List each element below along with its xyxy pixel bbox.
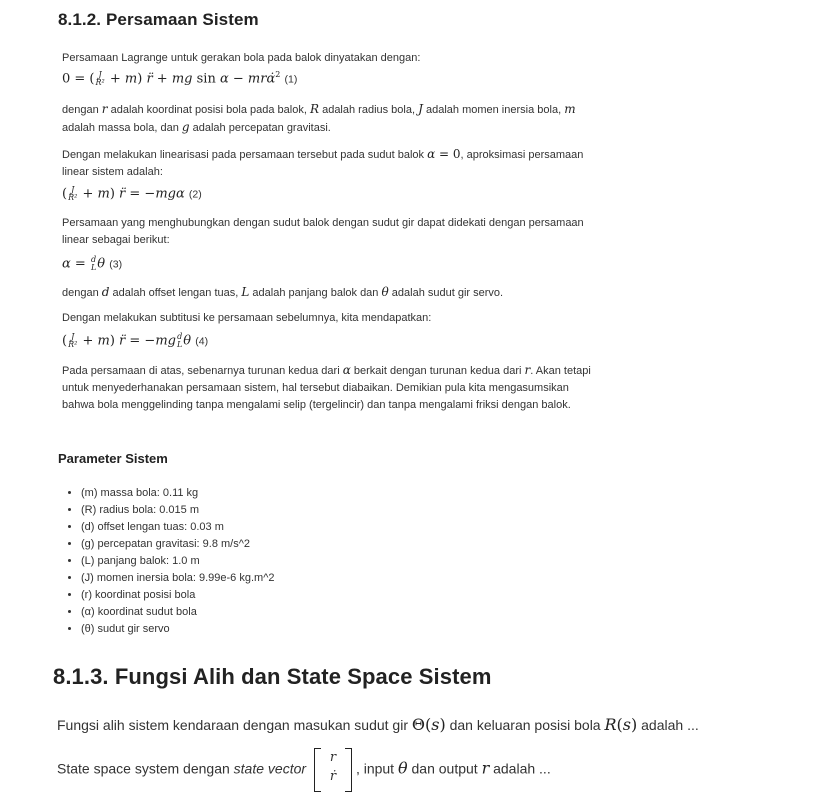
equation-1: 0 = ( J R² + m) r̈ + mg sin α − mrα̇$^2$ (1) xyxy=(62,69,298,87)
parameter-item: • (R) radius bola: 0.015 m xyxy=(81,502,274,519)
parameter-item: • (d) offset lengan tuas: 0.03 m xyxy=(81,519,274,536)
gear-paragraph: Persamaan yang menghubungkan dengan sudut balok dengan sudut gir dapat didekati dengan persamaan linear sebagai berikut: xyxy=(62,217,584,246)
transfer-function-paragraph: Fungsi alih sistem kendaraan dengan masukan sudut gir Θ(s) dan keluaran posisi bola R(s) adalah ... xyxy=(57,715,699,734)
substitution-paragraph: Dengan melakukan subtitusi ke persamaan sebelumnya, kita mendapatkan: xyxy=(62,312,432,324)
variables-paragraph: dengan r adalah koordinat posisi bola pada balok, R adalah radius bola, J adalah momen inersia bola, m adalah massa bola, dan g adalah percepatan gravitasi. xyxy=(62,102,576,134)
equation-2-tag: (2) xyxy=(188,188,202,201)
parameter-item: • (J) momen inersia bola: 9.99e-6 kg.m^2 xyxy=(81,570,274,587)
lever-paragraph: dengan d adalah offset lengan tuas, L adalah panjang balok dan θ adalah sudut gir servo. xyxy=(62,285,504,299)
equation-4-tag: (4) xyxy=(195,335,209,348)
equation-3: α = d L θ (3) xyxy=(62,255,123,272)
equation-4: ( J R² + m) r̈ = −mg d L θ (4) xyxy=(62,332,209,349)
equation-2: ( J R² + m) r̈ = −mgα (2) xyxy=(62,185,202,202)
parameters-list xyxy=(62,485,274,638)
section-title: 8.1.2. Persamaan Sistem xyxy=(58,10,259,29)
next-section-title: 8.1.3. Fungsi Alih dan State Space Sistem xyxy=(53,664,492,689)
intro-paragraph: Persamaan Lagrange untuk gerakan bola pada balok dinyatakan dengan: xyxy=(62,52,421,64)
parameter-item: • (m) massa bola: 0.11 kg xyxy=(81,485,274,502)
parameter-item: • (α) koordinat sudut bola xyxy=(81,604,274,621)
state-space-paragraph: State space system dengan state vector r ṙ , input θ dan output r adalah ... xyxy=(57,748,551,792)
state-vector-matrix: r ṙ xyxy=(314,748,352,792)
linearization-paragraph: Dengan melakukan linearisasi pada persamaan tersebut pada sudut balok α = 0, aproksimasi persamaan linear sistem adalah: xyxy=(62,147,584,178)
closing-paragraph: Pada persamaan di atas, sebenarnya turunan kedua dari α berkait dengan turunan kedua dari r. Akan tetapi untuk menyederhanakan persamaan sistem, hal tersebut diabaikan. Demikian pula kita mengasumsikan bahwa bola menggelinding tanpa mengalami selip (tergelincir) dan tanpa mengalami friksi dengan balok. xyxy=(62,363,591,411)
parameter-item: • (g) percepatan gravitasi: 9.8 m/s^2 xyxy=(81,536,274,553)
parameter-item: • (θ) sudut gir servo xyxy=(81,621,274,638)
parameters-title: Parameter Sistem xyxy=(58,451,168,466)
equation-1-tag: (1) xyxy=(284,73,298,86)
equation-3-tag: (3) xyxy=(109,258,123,271)
parameter-item: • (r) koordinat posisi bola xyxy=(81,587,274,604)
parameter-item: • (L) panjang balok: 1.0 m xyxy=(81,553,274,570)
